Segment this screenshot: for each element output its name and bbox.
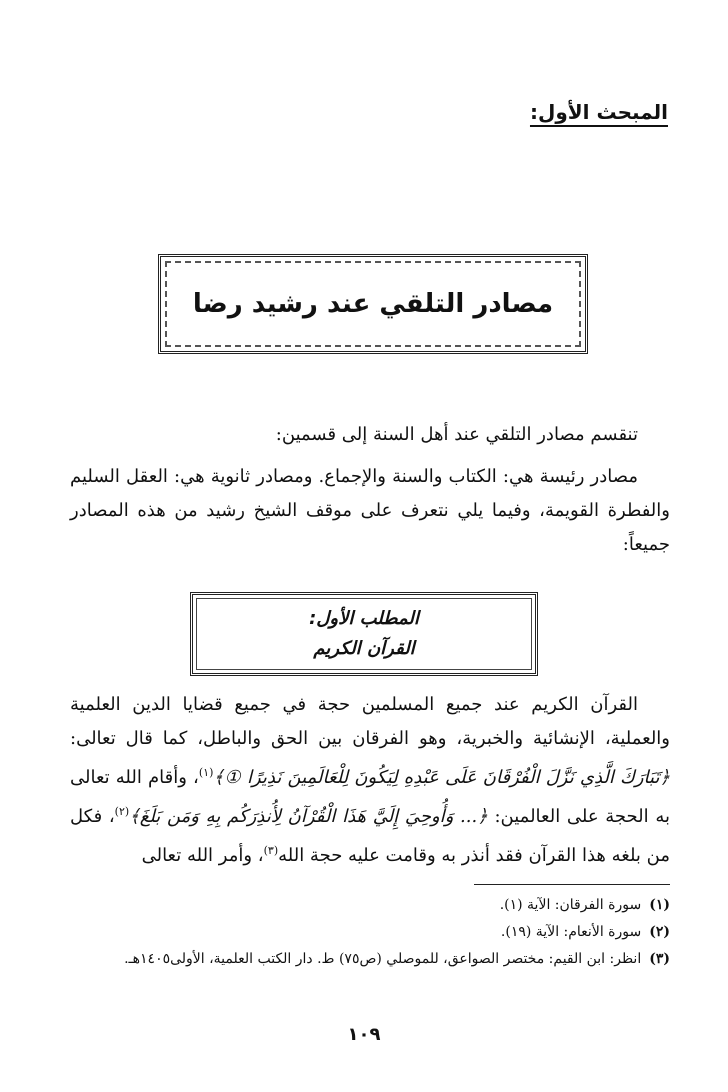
footnote-ref-1[interactable]: (١) <box>198 766 214 779</box>
quran-text-part3: ، فكل من بلغه هذا القرآن فقد أنذر به وقامت عليه حجة الله <box>70 806 670 866</box>
chapter-title: مصادر التلقي عند رشيد رضا <box>192 289 554 319</box>
subsection-frame <box>196 598 532 670</box>
intro-text: تنقسم مصادر التلقي عند أهل السنة إلى قسمين: <box>275 424 638 445</box>
quran-text-part4: ، وأمر الله تعالى <box>141 845 264 866</box>
footnote-item <box>60 892 670 919</box>
quran-text-part2: ، وأقام الله تعالى به الحجة على العالمين: <box>70 767 670 827</box>
footnote-item <box>60 919 670 946</box>
footnote-ref-3[interactable]: (٣) <box>263 844 279 857</box>
footnotes <box>60 892 670 973</box>
chapter-title-frame <box>165 261 581 347</box>
verse-al-anam: ﴿... وَأُوحِيَ إِلَيَّ هَذَا الْقُرْآنُ لِأُنذِرَكُم بِهِ وَمَن بَلَغَ﴾ <box>129 806 488 827</box>
subsection-title: القرآن الكريم <box>313 638 415 659</box>
sources-paragraph <box>70 460 670 562</box>
footnote-number: (١) <box>649 897 670 913</box>
footnote-text: انظر: ابن القيم: مختصر الصواعق، للموصلي (ص٧٥) ط. دار الكتب العلمية، الأولى١٤٠٥هـ. <box>124 951 642 967</box>
footnote-ref-2[interactable]: (٢) <box>114 805 130 818</box>
chapter-title-box <box>158 254 588 354</box>
subsection-label: المطلب الأول: <box>309 608 419 629</box>
quran-paragraph <box>70 688 670 873</box>
footnote-number: (٢) <box>649 924 670 940</box>
footnote-item <box>60 946 670 973</box>
footnote-divider <box>474 884 670 885</box>
footnote-text: سورة الفرقان: الآية (١). <box>499 897 642 913</box>
quran-text <box>70 688 670 873</box>
page-number: ١٠٩ <box>347 1024 381 1045</box>
section-heading: المبحث الأول: <box>529 100 668 124</box>
sources-text: مصادر رئيسة هي: الكتاب والسنة والإجماع. ومصادر ثانوية هي: العقل السليم والفطرة القويمة، وفيما يلي نتعرف على موقف الشيخ رشيد من هذه المصادر جميعاً: <box>70 466 670 555</box>
verse-al-furqan: ﴿تَبَارَكَ الَّذِي نَزَّلَ الْفُرْقَانَ عَلَى عَبْدِهِ لِيَكُونَ لِلْعَالَمِينَ نَذِيرًا ①﴾ <box>213 767 671 788</box>
footnote-number: (٣) <box>649 951 670 967</box>
intro-paragraph <box>70 418 670 452</box>
footnote-text: سورة الأنعام: الآية (١٩). <box>500 924 642 940</box>
subsection-box <box>190 592 538 676</box>
quran-text-part1: القرآن الكريم عند جميع المسلمين حجة في جميع قضايا الدين العلمية والعملية، الإنشائية والخبرية، وهو الفرقان بين الحق والباطل، كما قال تعالى: <box>70 694 670 749</box>
